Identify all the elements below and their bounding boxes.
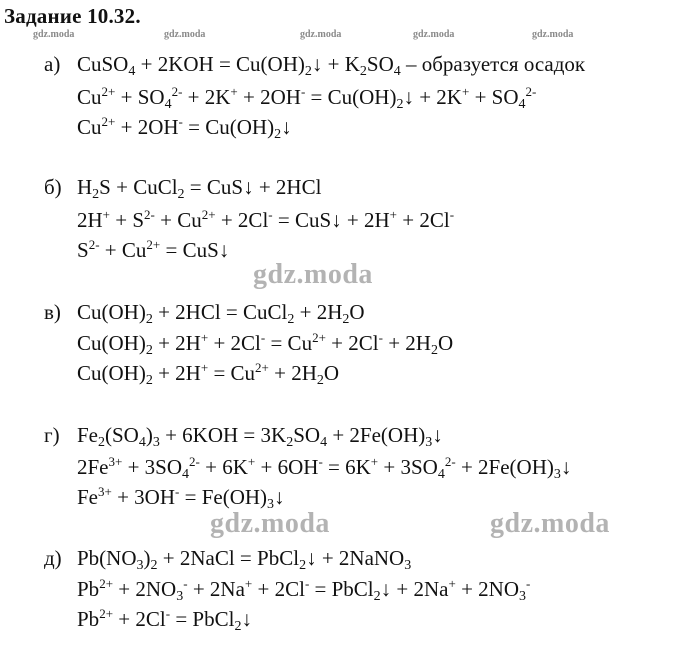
equation-text: – образуется осадок bbox=[400, 52, 586, 76]
equation-line bbox=[77, 207, 455, 232]
equation-line bbox=[77, 114, 292, 142]
equation-text: (SO bbox=[105, 423, 139, 447]
superscript: - bbox=[318, 454, 323, 469]
subscript: 3 bbox=[267, 497, 275, 512]
equation-text: + 2Na bbox=[187, 577, 245, 601]
superscript: - bbox=[449, 207, 455, 222]
subscript: 4 bbox=[518, 97, 526, 112]
subscript: 3 bbox=[404, 558, 412, 573]
superscript: + bbox=[102, 207, 111, 222]
equation-text: Pb bbox=[77, 607, 100, 631]
subscript: 2 bbox=[145, 373, 153, 388]
equation-text: Pb(NO bbox=[77, 546, 137, 570]
subscript: 2 bbox=[430, 343, 438, 358]
equation-text: = 6K bbox=[322, 455, 371, 479]
subscript: 3 bbox=[152, 435, 160, 450]
equation-text: = Cu(OH) bbox=[305, 85, 397, 109]
equation-text: ↓ + 2K bbox=[403, 85, 462, 109]
subscript: 2 bbox=[145, 312, 153, 327]
subscript: 2 bbox=[150, 558, 158, 573]
subscript: 2 bbox=[98, 435, 105, 450]
subscript: 2 bbox=[92, 187, 100, 202]
task-title: Задание 10.32. bbox=[4, 4, 141, 28]
watermark-small: gdz.moda bbox=[413, 29, 455, 40]
superscript: - bbox=[378, 330, 383, 345]
section-label: а) bbox=[44, 52, 61, 76]
equation-line bbox=[77, 546, 412, 573]
equation-text: ) bbox=[143, 546, 151, 570]
subscript: 3 bbox=[519, 589, 527, 604]
equation-text: + 2HCl = CuCl bbox=[152, 300, 288, 324]
equation-text: + 2K bbox=[182, 85, 231, 109]
superscript: 2- bbox=[144, 207, 155, 222]
equation-text: + 6KOH = 3K bbox=[159, 423, 287, 447]
superscript: 2- bbox=[88, 237, 100, 252]
superscript: - bbox=[175, 484, 180, 499]
equation-text: + 2H bbox=[268, 361, 317, 385]
superscript: + bbox=[200, 330, 209, 345]
subscript: 2 bbox=[316, 373, 324, 388]
equation-text: 2H bbox=[77, 208, 103, 232]
superscript: - bbox=[268, 207, 273, 222]
equation-text: = PbCl bbox=[309, 577, 374, 601]
equation-text: O bbox=[323, 361, 340, 385]
equation-line bbox=[77, 576, 531, 604]
superscript: 3+ bbox=[108, 454, 123, 469]
equation-text: = PbCl bbox=[170, 607, 235, 631]
superscript: + bbox=[461, 84, 470, 99]
equation-text: + 2H bbox=[294, 300, 343, 324]
equation-text: ↓ bbox=[281, 115, 292, 139]
equation-text: + 2H bbox=[152, 361, 201, 385]
superscript: - bbox=[300, 84, 306, 99]
equation-line bbox=[77, 360, 340, 388]
equation-text: + 3SO bbox=[378, 455, 438, 479]
equation-text: + 2Cl bbox=[325, 331, 379, 355]
equation-text: + 2Cl bbox=[113, 607, 166, 631]
equation-text: + 2OH bbox=[115, 115, 179, 139]
watermark-small: gdz.moda bbox=[164, 29, 206, 40]
equation-text: + SO bbox=[469, 85, 519, 109]
subscript: 4 bbox=[138, 435, 146, 450]
equation-text: = CuS↓ + 2H bbox=[272, 208, 390, 232]
subscript: 4 bbox=[182, 467, 190, 482]
equation-text: + SO bbox=[115, 85, 165, 109]
watermark-small: gdz.moda bbox=[532, 29, 574, 40]
superscript: + bbox=[247, 454, 256, 469]
equation-text: + 2Cl bbox=[208, 331, 261, 355]
equation-text: SO bbox=[293, 423, 321, 447]
equation-text: ↓ bbox=[274, 485, 285, 509]
equation-text: = CuS↓ bbox=[160, 238, 230, 262]
equation-line bbox=[77, 237, 230, 262]
watermark-big: gdz.moda bbox=[210, 508, 330, 539]
equation-line bbox=[77, 52, 586, 79]
superscript: 2- bbox=[525, 84, 537, 99]
superscript: 2- bbox=[444, 454, 456, 469]
superscript: 2+ bbox=[146, 237, 161, 252]
subscript: 2 bbox=[274, 127, 282, 142]
equation-text: CuSO bbox=[77, 52, 129, 76]
equation-text: O bbox=[437, 331, 454, 355]
equation-text: + 2KOH = Cu(OH) bbox=[135, 52, 305, 76]
equation-text: = Fe(OH) bbox=[179, 485, 268, 509]
subscript: 2 bbox=[145, 343, 153, 358]
section-label: г) bbox=[44, 423, 60, 447]
equation-text: + 2NO bbox=[113, 577, 177, 601]
equation-text: ↓ + K bbox=[311, 52, 360, 76]
equation-text: + 2H bbox=[152, 331, 201, 355]
superscript: - bbox=[304, 576, 310, 591]
superscript: + bbox=[230, 84, 238, 99]
equation-text: + 2OH bbox=[237, 85, 301, 109]
section-label: д) bbox=[44, 546, 62, 570]
equation-text: + 2Cl bbox=[397, 208, 450, 232]
subscript: 3 bbox=[553, 467, 561, 482]
subscript: 4 bbox=[393, 64, 401, 79]
equation-line bbox=[77, 84, 537, 112]
superscript: - bbox=[260, 330, 266, 345]
equation-text: Cu(OH) bbox=[77, 331, 146, 355]
subscript: 2 bbox=[396, 97, 404, 112]
equation-text: Cu(OH) bbox=[77, 300, 146, 324]
subscript: 2 bbox=[342, 312, 350, 327]
superscript: - bbox=[165, 606, 171, 621]
equation-text: S + CuCl bbox=[99, 175, 178, 199]
equation-text: + 2Fe(OH) bbox=[455, 455, 554, 479]
equation-text: + 2Cl bbox=[252, 577, 305, 601]
subscript: 4 bbox=[164, 97, 172, 112]
watermark-big: gdz.moda bbox=[490, 508, 610, 539]
superscript: 2+ bbox=[101, 114, 116, 129]
subscript: 2 bbox=[304, 64, 312, 79]
equation-text: ) bbox=[145, 423, 153, 447]
equation-text: Fe bbox=[77, 485, 98, 509]
equation-text: + 2H bbox=[382, 331, 431, 355]
superscript: - bbox=[178, 114, 183, 129]
equation-text: Cu bbox=[77, 85, 102, 109]
equation-text: + 2Cl bbox=[215, 208, 269, 232]
subscript: 4 bbox=[128, 64, 136, 79]
superscript: 2+ bbox=[255, 360, 269, 375]
subscript: 3 bbox=[425, 435, 433, 450]
equation-text: + 3SO bbox=[122, 455, 183, 479]
equation-text: = Cu bbox=[265, 331, 313, 355]
equation-text: + 2NO bbox=[455, 577, 520, 601]
equation-text: + 2Fe(OH) bbox=[327, 423, 426, 447]
subscript: 2 bbox=[299, 558, 307, 573]
subscript: 3 bbox=[176, 589, 184, 604]
superscript: + bbox=[448, 576, 456, 591]
superscript: 2+ bbox=[312, 330, 326, 345]
subscript: 2 bbox=[286, 435, 294, 450]
equation-text: ↓ + 2Na bbox=[380, 577, 449, 601]
equation-text: Fe bbox=[77, 423, 98, 447]
equation-line bbox=[77, 175, 322, 202]
superscript: + bbox=[200, 360, 209, 375]
watermark-small: gdz.moda bbox=[33, 29, 75, 40]
equation-line bbox=[77, 454, 572, 482]
equation-text: H bbox=[77, 175, 93, 199]
equation-text: + 3OH bbox=[111, 485, 176, 509]
superscript: 3+ bbox=[98, 484, 112, 499]
superscript: 2- bbox=[171, 84, 183, 99]
superscript: - bbox=[526, 576, 531, 591]
superscript: + bbox=[244, 576, 253, 591]
equation-text: + 2NaCl = PbCl bbox=[157, 546, 300, 570]
equation-line bbox=[77, 300, 365, 327]
section-label: в) bbox=[44, 300, 61, 324]
subscript: 4 bbox=[437, 467, 445, 482]
superscript: 2- bbox=[189, 454, 200, 469]
subscript: 2 bbox=[287, 312, 295, 327]
section-label: б) bbox=[44, 175, 62, 199]
equation-text: O bbox=[349, 300, 365, 324]
subscript: 2 bbox=[373, 589, 381, 604]
equation-text: = Cu bbox=[208, 361, 256, 385]
equation-text: ↓ bbox=[432, 423, 443, 447]
equation-line bbox=[77, 484, 285, 512]
subscript: 3 bbox=[136, 558, 144, 573]
superscript: 2+ bbox=[201, 207, 216, 222]
equation-text: = CuS↓ + 2HCl bbox=[184, 175, 322, 199]
subscript: 2 bbox=[359, 64, 367, 79]
superscript: 2+ bbox=[101, 84, 116, 99]
superscript: + bbox=[389, 207, 398, 222]
equation-text: S bbox=[77, 238, 89, 262]
subscript: 2 bbox=[234, 619, 242, 634]
equation-line bbox=[77, 423, 443, 450]
equation-text: = Cu(OH) bbox=[182, 115, 275, 139]
equation-text: ↓ + 2NaNO bbox=[306, 546, 405, 570]
equation-text: ↓ bbox=[241, 607, 252, 631]
equation-text: + S bbox=[110, 208, 145, 232]
subscript: 4 bbox=[320, 435, 328, 450]
equation-text: ↓ bbox=[560, 455, 572, 479]
watermark-small: gdz.moda bbox=[300, 29, 342, 40]
subscript: 2 bbox=[177, 187, 185, 202]
equation-text: Cu bbox=[77, 115, 102, 139]
equation-text: + Cu bbox=[99, 238, 147, 262]
equation-text: Cu(OH) bbox=[77, 361, 146, 385]
equation-text: + 6OH bbox=[255, 455, 319, 479]
superscript: 2+ bbox=[99, 606, 114, 621]
watermark-big: gdz.moda bbox=[253, 259, 373, 290]
equation-text: Pb bbox=[77, 577, 100, 601]
equation-text: + 6K bbox=[199, 455, 248, 479]
superscript: 2+ bbox=[99, 576, 114, 591]
equation-text: 2Fe bbox=[77, 455, 109, 479]
superscript: + bbox=[370, 454, 379, 469]
equation-text: + Cu bbox=[154, 208, 202, 232]
superscript: - bbox=[183, 576, 188, 591]
equation-line bbox=[77, 606, 252, 634]
equation-line bbox=[77, 330, 454, 358]
equation-text: SO bbox=[366, 52, 394, 76]
